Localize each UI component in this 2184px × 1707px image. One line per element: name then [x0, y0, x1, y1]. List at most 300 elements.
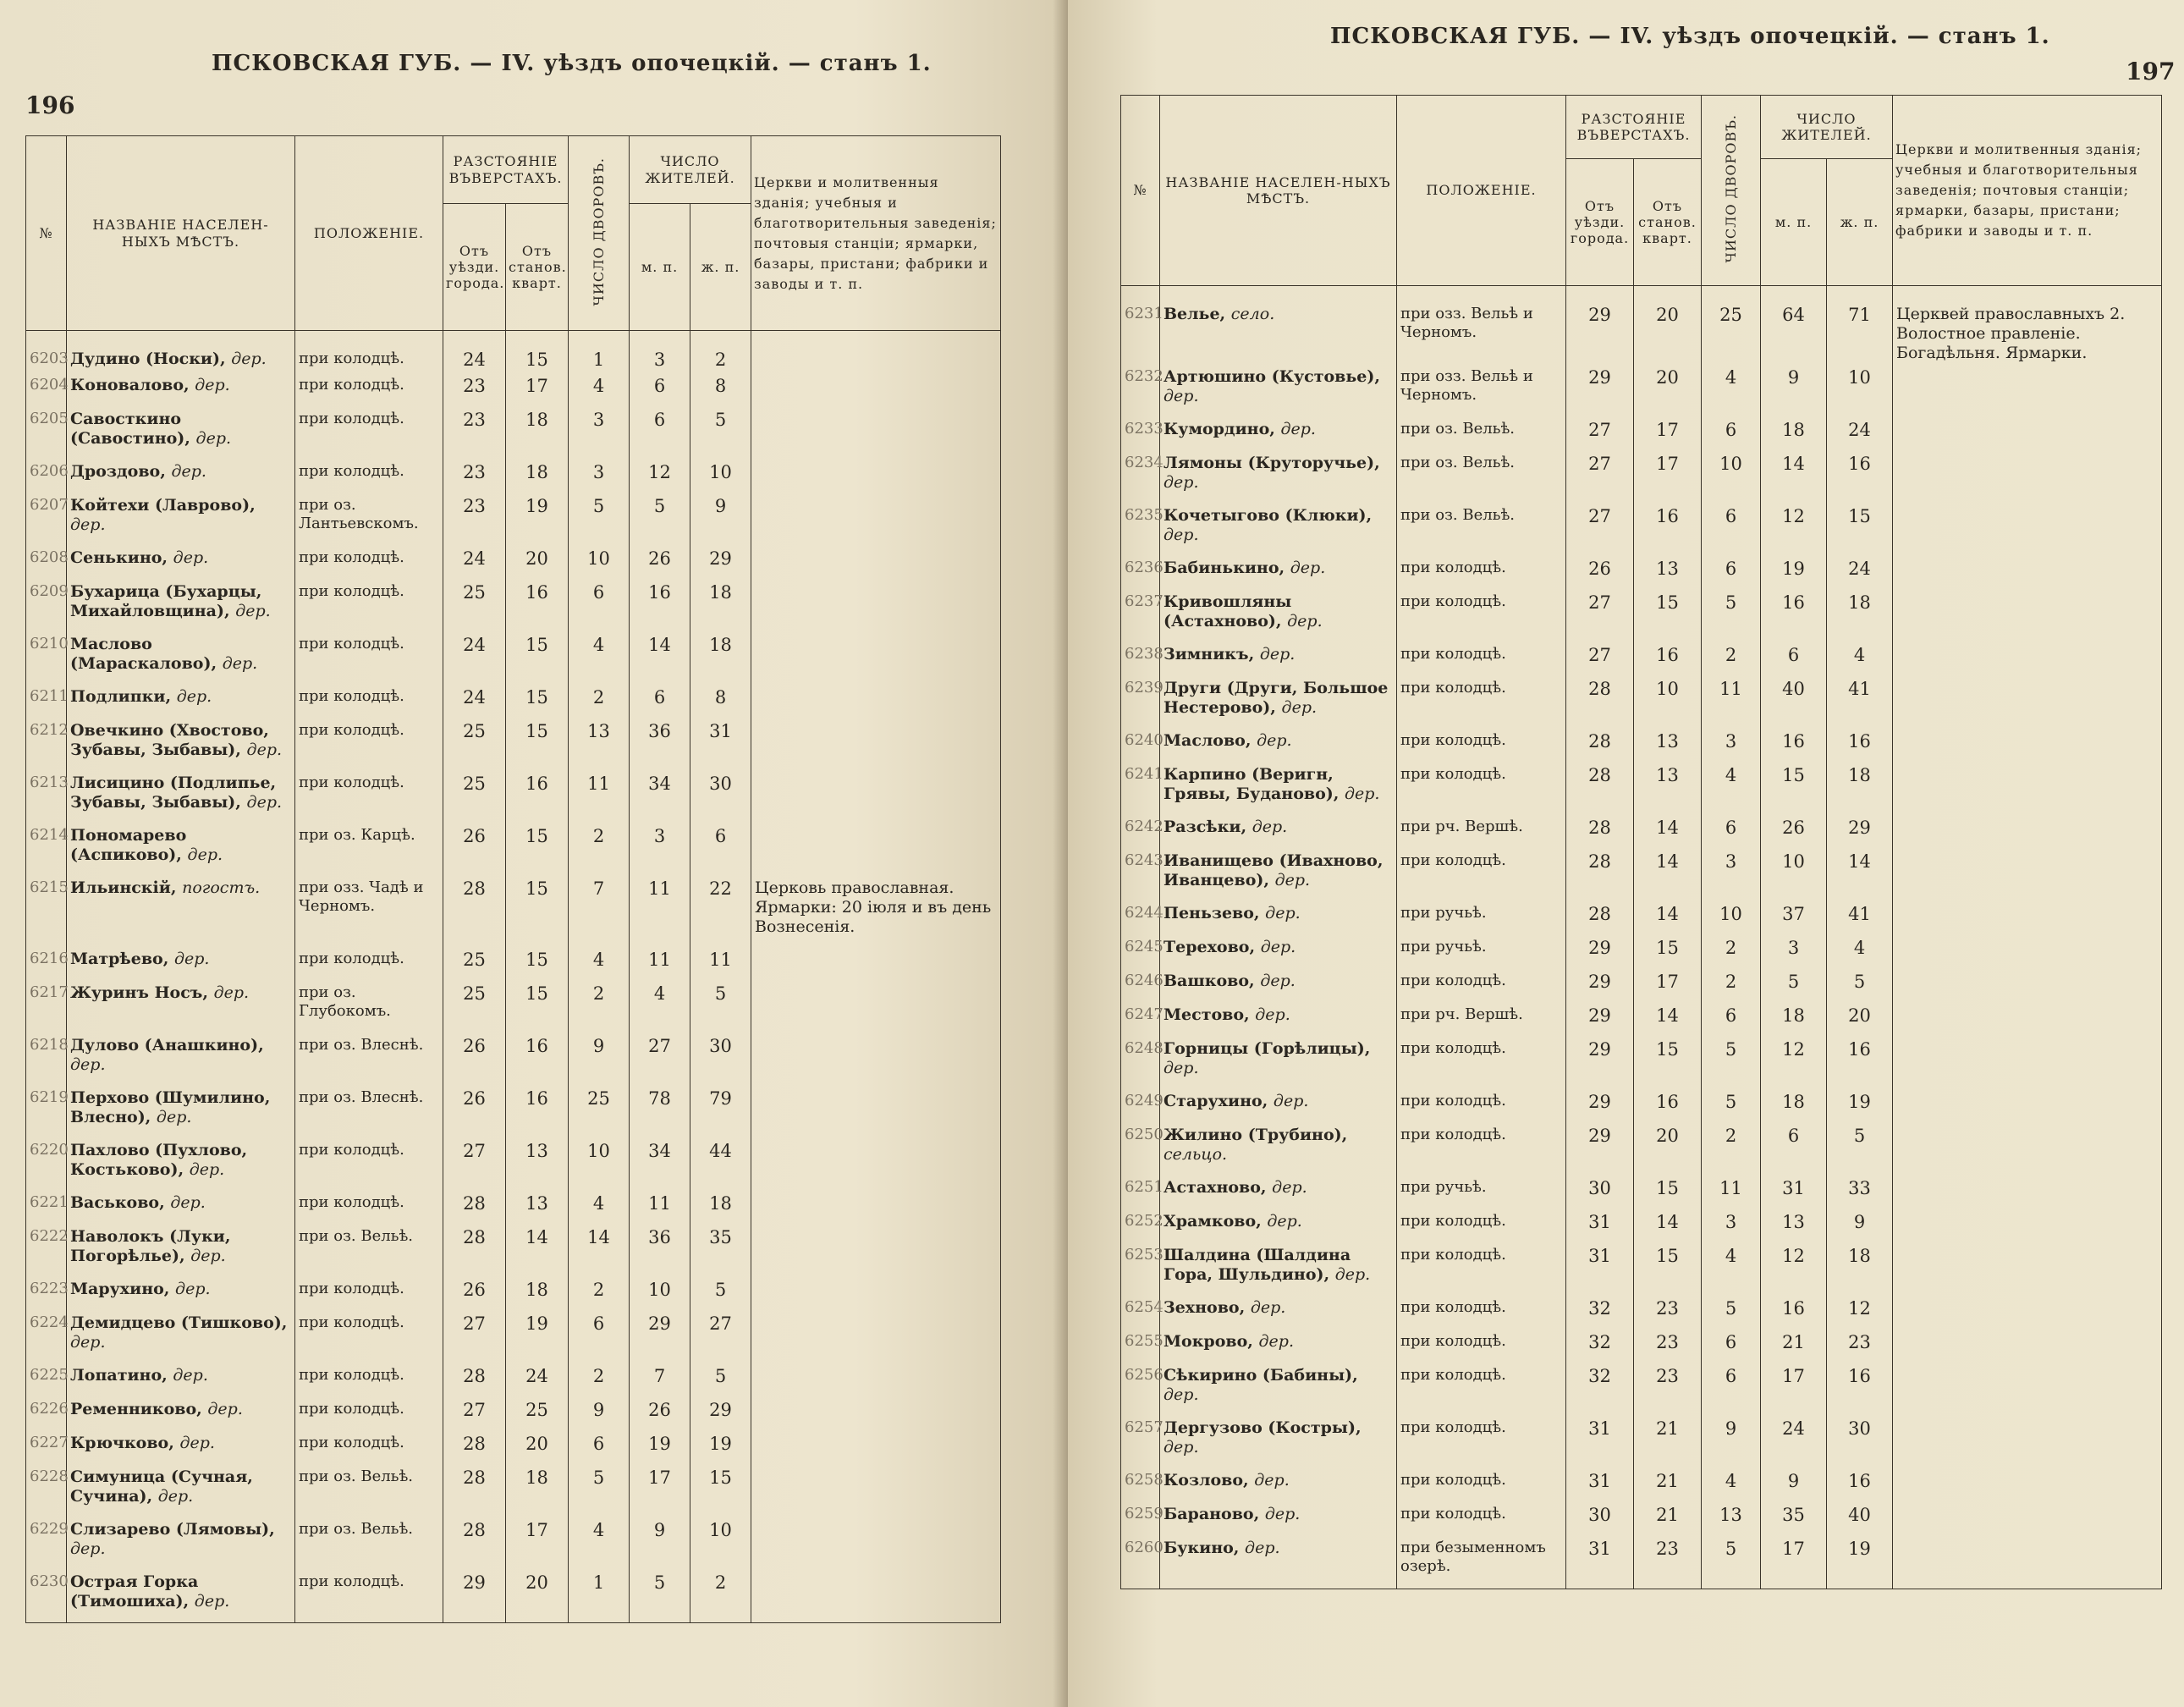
settlement-type: дер. — [1254, 1471, 1290, 1490]
residents-female: 35 — [690, 1225, 751, 1277]
position: при колодцѣ. — [1397, 1468, 1566, 1502]
row-number: 6229 — [26, 1517, 67, 1570]
households: 4 — [1702, 365, 1761, 417]
place-name — [1160, 1363, 1397, 1416]
settlement-type: дер. — [1258, 1332, 1294, 1352]
page-left — [0, 0, 1068, 1707]
notes — [1893, 1089, 2162, 1123]
distance-city: 27 — [1566, 504, 1634, 556]
residents-female: 19 — [1827, 1536, 1893, 1589]
residents-female: 29 — [690, 1397, 751, 1431]
settlement-type: дер. — [1164, 1059, 1199, 1078]
place-name-text: Острая Горка (Тимошиха), — [70, 1572, 199, 1611]
residents-male: 12 — [1761, 1037, 1827, 1089]
col-header-dist-stan: Отъ станов. кварт. — [506, 204, 569, 331]
distance-city: 25 — [443, 981, 506, 1033]
page-number-left: 196 — [25, 91, 75, 119]
table-row — [1121, 729, 2162, 763]
households: 3 — [1702, 1209, 1761, 1243]
residents-female: 18 — [1827, 590, 1893, 642]
settlement-type: дер. — [207, 1400, 243, 1419]
place-name-text: Наволокъ (Луки, Погорѣлье), — [70, 1227, 231, 1265]
notes — [751, 1397, 1001, 1431]
residents-female: 4 — [1827, 642, 1893, 676]
notes — [1893, 556, 2162, 590]
row-number: 6255 — [1121, 1330, 1160, 1363]
distance-stan: 23 — [1634, 1330, 1702, 1363]
settlement-type: дер. — [195, 428, 232, 448]
distance-city: 29 — [1566, 1089, 1634, 1123]
notes — [751, 1086, 1001, 1138]
households: 14 — [569, 1225, 630, 1277]
settlement-type: дер. — [170, 1193, 206, 1213]
place-name-text: Крючково, — [70, 1434, 174, 1453]
table-row — [26, 580, 1001, 632]
place-name-text: Горницы (Горѣлицы), — [1164, 1039, 1371, 1059]
households: 4 — [569, 1191, 630, 1225]
position: при озз. Вельѣ и Черномъ. — [1397, 365, 1566, 417]
households: 11 — [1702, 1176, 1761, 1209]
notes — [1893, 1416, 2162, 1468]
table-row — [26, 771, 1001, 823]
residents-male: 12 — [630, 460, 690, 493]
col-header-female: ж. п. — [690, 204, 751, 331]
place-name — [1160, 729, 1397, 763]
settlement-type: дер. — [231, 350, 267, 368]
settlement-type: дер. — [1255, 1005, 1290, 1025]
settlement-type: дер. — [156, 1107, 192, 1126]
place-name-text: Маслово (Мараскалово), — [70, 635, 217, 673]
residents-female: 18 — [690, 1191, 751, 1225]
place-name-text: Пономарево (Аспиково), — [70, 826, 187, 864]
place-name-text: Демидцево (Тишково), — [70, 1313, 288, 1333]
row-number: 6249 — [1121, 1089, 1160, 1123]
notes — [1893, 969, 2162, 1003]
distance-city: 28 — [443, 1363, 506, 1397]
households: 6 — [1702, 504, 1761, 556]
residents-female: 12 — [1827, 1296, 1893, 1330]
notes — [1893, 1209, 2162, 1243]
distance-stan: 20 — [1634, 286, 1702, 366]
distance-city: 27 — [443, 1311, 506, 1363]
position: при рч. Вершѣ. — [1397, 1003, 1566, 1037]
table-row — [26, 1138, 1001, 1191]
residents-male: 5 — [630, 493, 690, 546]
place-name — [67, 981, 295, 1033]
place-name-text: Дергузово (Костры), — [1164, 1418, 1362, 1438]
residents-male: 4 — [630, 981, 690, 1033]
settlement-type: погостъ. — [182, 878, 261, 898]
table-row — [1121, 1416, 2162, 1468]
notes — [1893, 1468, 2162, 1502]
distance-city: 28 — [1566, 901, 1634, 935]
position: при колодцѣ. — [1397, 729, 1566, 763]
position: при ручьѣ. — [1397, 1176, 1566, 1209]
row-number: 6203 — [26, 331, 67, 374]
row-number: 6217 — [26, 981, 67, 1033]
residents-female: 16 — [1827, 1363, 1893, 1416]
notes — [751, 1465, 1001, 1517]
col-header-dist-city: Отъ уѣзди. города. — [1566, 159, 1634, 286]
residents-male: 26 — [1761, 815, 1827, 849]
table-left — [25, 135, 1001, 1623]
place-name — [1160, 1123, 1397, 1176]
place-name — [1160, 1209, 1397, 1243]
settlement-type: дер. — [187, 845, 223, 864]
row-number: 6211 — [26, 685, 67, 719]
position: при колодцѣ. — [295, 947, 443, 981]
table-row — [26, 373, 1001, 407]
col-header-distance: РАЗСТОЯНІЕ ВЪВЕРСТАХЪ. — [443, 136, 569, 204]
table-row — [1121, 1089, 2162, 1123]
notes — [1893, 1003, 2162, 1037]
place-name-text: Симуница (Сучная, Сучина), — [70, 1467, 253, 1506]
settlement-type: дер. — [157, 1486, 194, 1506]
households-label: ЧИСЛО ДВОРОВЪ. — [590, 157, 607, 306]
table-row — [26, 823, 1001, 876]
residents-female: 23 — [1827, 1330, 1893, 1363]
residents-male: 5 — [1761, 969, 1827, 1003]
distance-city: 30 — [1566, 1502, 1634, 1536]
notes — [751, 719, 1001, 771]
row-number: 6243 — [1121, 849, 1160, 901]
place-name-text: Овечкино (Хвостово, Зубавы, Зыбавы), — [70, 721, 269, 759]
table-row — [1121, 763, 2162, 815]
distance-stan: 18 — [506, 1277, 569, 1311]
residents-female: 30 — [690, 771, 751, 823]
distance-city: 23 — [443, 460, 506, 493]
distance-stan: 16 — [1634, 642, 1702, 676]
settlement-type: дер. — [190, 1246, 226, 1265]
position: при ручьѣ. — [1397, 901, 1566, 935]
place-name-text: Карпино (Веригн, Грявы, Буданово), — [1164, 765, 1340, 804]
distance-stan: 15 — [1634, 1176, 1702, 1209]
table-right — [1120, 95, 2162, 1589]
row-number: 6233 — [1121, 417, 1160, 451]
residents-female: 27 — [690, 1311, 751, 1363]
settlement-type: дер. — [70, 1539, 106, 1558]
households: 3 — [1702, 729, 1761, 763]
position: при оз. Влеснѣ. — [295, 1033, 443, 1086]
table-row — [26, 1517, 1001, 1570]
row-number: 6253 — [1121, 1243, 1160, 1296]
notes — [1893, 1330, 2162, 1363]
notes — [751, 1517, 1001, 1570]
place-name — [1160, 815, 1397, 849]
households: 6 — [569, 1431, 630, 1465]
distance-stan: 16 — [506, 1086, 569, 1138]
distance-stan: 18 — [506, 1465, 569, 1517]
place-name-text: Шалдина (Шалдина Гора, Шульдино), — [1164, 1246, 1351, 1285]
row-number: 6241 — [1121, 763, 1160, 815]
place-name — [1160, 504, 1397, 556]
households: 1 — [569, 331, 630, 374]
distance-stan: 16 — [506, 580, 569, 632]
distance-stan: 13 — [1634, 729, 1702, 763]
notes — [1893, 1123, 2162, 1176]
residents-female: 30 — [690, 1033, 751, 1086]
position: при колодцѣ. — [1397, 1502, 1566, 1536]
distance-stan: 15 — [506, 981, 569, 1033]
notes: Церквей православныхъ 2. Волостное правленіе. Богадѣльня. Ярмарки. — [1893, 286, 2162, 366]
notes — [751, 947, 1001, 981]
distance-city: 30 — [1566, 1176, 1634, 1209]
households: 3 — [1702, 849, 1761, 901]
distance-stan: 17 — [506, 373, 569, 407]
residents-male: 11 — [630, 947, 690, 981]
notes — [1893, 763, 2162, 815]
residents-male: 18 — [1761, 417, 1827, 451]
residents-male: 18 — [1761, 1089, 1827, 1123]
distance-city: 31 — [1566, 1468, 1634, 1502]
residents-male: 19 — [1761, 556, 1827, 590]
position: при колодцѣ. — [295, 331, 443, 374]
place-name-text: Бабинькино, — [1164, 559, 1285, 578]
place-name — [1160, 417, 1397, 451]
position: при озз. Вельѣ и Черномъ. — [1397, 286, 1566, 366]
place-name-text: Савосткино (Савостино), — [70, 410, 190, 448]
place-name-text: Слизарево (Лямовы), — [70, 1520, 275, 1539]
residents-male: 11 — [630, 876, 690, 947]
position: при колодцѣ. — [295, 373, 443, 407]
notes — [751, 1311, 1001, 1363]
residents-female: 10 — [690, 1517, 751, 1570]
distance-stan: 19 — [506, 1311, 569, 1363]
table-row — [26, 546, 1001, 580]
households: 6 — [1702, 815, 1761, 849]
residents-female: 5 — [690, 1277, 751, 1311]
residents-male: 6 — [1761, 1123, 1827, 1176]
households: 5 — [1702, 1089, 1761, 1123]
row-number: 6247 — [1121, 1003, 1160, 1037]
households: 3 — [569, 407, 630, 460]
distance-stan: 14 — [1634, 1209, 1702, 1243]
row-number: 6225 — [26, 1363, 67, 1397]
place-name — [1160, 590, 1397, 642]
place-name — [1160, 1243, 1397, 1296]
notes — [751, 981, 1001, 1033]
place-name-text: Букино, — [1164, 1539, 1240, 1558]
distance-city: 24 — [443, 331, 506, 374]
distance-city: 28 — [443, 1225, 506, 1277]
settlement-type: дер. — [1281, 698, 1318, 718]
distance-stan: 21 — [1634, 1416, 1702, 1468]
settlement-type: дер. — [1260, 938, 1296, 957]
row-number: 6231 — [1121, 286, 1160, 366]
settlement-type: дер. — [1344, 785, 1380, 804]
col-header-notes: Церкви и молитвенныя зданія; учебныя и благотворительныя заведенія; почтовыя станціи; ярмарки, базары, пристани; фабрики и заводы и т. п. — [751, 136, 1001, 331]
settlement-type: дер. — [1164, 473, 1199, 493]
place-name-text: Старухино, — [1164, 1092, 1268, 1111]
position: при оз. Вельѣ. — [1397, 504, 1566, 556]
residents-female: 18 — [1827, 763, 1893, 815]
distance-stan: 14 — [1634, 849, 1702, 901]
settlement-type: дер. — [70, 1332, 106, 1352]
place-name-text: Други (Други, Большое Нестерово), — [1164, 679, 1389, 718]
row-number: 6257 — [1121, 1416, 1160, 1468]
distance-city: 29 — [1566, 365, 1634, 417]
residents-male: 9 — [1761, 365, 1827, 417]
households: 11 — [1702, 676, 1761, 729]
place-name — [1160, 1296, 1397, 1330]
page-number-right: 197 — [2126, 58, 2176, 85]
residents-female: 15 — [1827, 504, 1893, 556]
col-header-name: НАЗВАНІЕ НАСЕЛЕН-НЫХЪ МѢСТЪ. — [67, 136, 295, 331]
place-name — [1160, 1176, 1397, 1209]
households: 2 — [1702, 642, 1761, 676]
distance-stan: 18 — [506, 407, 569, 460]
place-name — [67, 1191, 295, 1225]
place-name-text: Дулово (Анашкино), — [70, 1036, 264, 1055]
row-number: 6223 — [26, 1277, 67, 1311]
position: при озз. Чадѣ и Черномъ. — [295, 876, 443, 947]
table-row — [1121, 590, 2162, 642]
place-name — [1160, 901, 1397, 935]
position: при оз. Вельѣ. — [295, 1225, 443, 1277]
col-header-female: ж. п. — [1827, 159, 1893, 286]
distance-city: 23 — [443, 373, 506, 407]
distance-city: 28 — [443, 876, 506, 947]
place-name — [67, 407, 295, 460]
table-row — [26, 493, 1001, 546]
settlement-type: дер. — [222, 653, 258, 673]
residents-male: 3 — [630, 823, 690, 876]
settlement-type: дер. — [1273, 1092, 1309, 1111]
place-name — [67, 632, 295, 685]
place-name — [67, 460, 295, 493]
households: 5 — [1702, 1536, 1761, 1589]
residents-female: 19 — [690, 1431, 751, 1465]
position: при колодцѣ. — [295, 546, 443, 580]
position: при колодцѣ. — [295, 407, 443, 460]
position: при колодцѣ. — [1397, 1363, 1566, 1416]
place-name-text: Маслово, — [1164, 731, 1252, 751]
distance-stan: 15 — [1634, 1037, 1702, 1089]
position: при колодцѣ. — [1397, 642, 1566, 676]
distance-stan: 16 — [506, 1033, 569, 1086]
distance-city: 25 — [443, 719, 506, 771]
distance-stan: 14 — [1634, 1003, 1702, 1037]
row-number: 6224 — [26, 1311, 67, 1363]
households: 1 — [569, 1570, 630, 1622]
residents-male: 14 — [1761, 451, 1827, 504]
place-name — [67, 876, 295, 947]
residents-male: 17 — [1761, 1536, 1827, 1589]
residents-female: 10 — [690, 460, 751, 493]
position: при колодцѣ. — [1397, 676, 1566, 729]
place-name — [67, 771, 295, 823]
settlement-type: дер. — [194, 1591, 230, 1611]
row-number: 6254 — [1121, 1296, 1160, 1330]
distance-stan: 13 — [1634, 763, 1702, 815]
distance-city: 28 — [1566, 815, 1634, 849]
place-name-text: Терехово, — [1164, 938, 1256, 957]
distance-stan: 16 — [1634, 504, 1702, 556]
col-header-residents: ЧИСЛО ЖИТЕЛЕЙ. — [630, 136, 751, 204]
settlement-type: дер. — [179, 1434, 215, 1453]
distance-stan: 18 — [506, 460, 569, 493]
settlement-type: дер. — [246, 792, 283, 812]
households: 5 — [569, 493, 630, 546]
place-name — [67, 1225, 295, 1277]
residents-male: 9 — [1761, 1468, 1827, 1502]
place-name — [67, 1138, 295, 1191]
running-header-right: ПСКОВСКАЯ ГУБ. — IV. уѣздъ опочецкій. — станъ 1. — [1330, 24, 2050, 49]
residents-male: 6 — [630, 685, 690, 719]
residents-female: 29 — [690, 546, 751, 580]
distance-stan: 13 — [506, 1138, 569, 1191]
residents-male: 16 — [1761, 590, 1827, 642]
residents-male: 36 — [630, 1225, 690, 1277]
place-name-text: Артюшино (Кустовье), — [1164, 367, 1380, 387]
row-number: 6234 — [1121, 451, 1160, 504]
row-number: 6216 — [26, 947, 67, 981]
residents-male: 3 — [1761, 935, 1827, 969]
row-number: 6222 — [26, 1225, 67, 1277]
col-header-male: м. п. — [630, 204, 690, 331]
households: 6 — [1702, 556, 1761, 590]
position: при колодцѣ. — [295, 1191, 443, 1225]
table-row — [26, 407, 1001, 460]
distance-stan: 15 — [506, 719, 569, 771]
distance-stan: 15 — [506, 685, 569, 719]
row-number: 6258 — [1121, 1468, 1160, 1502]
households: 9 — [569, 1397, 630, 1431]
distance-city: 26 — [1566, 556, 1634, 590]
households: 6 — [569, 580, 630, 632]
distance-city: 28 — [443, 1431, 506, 1465]
row-number: 6226 — [26, 1397, 67, 1431]
row-number: 6230 — [26, 1570, 67, 1622]
place-name — [67, 1397, 295, 1431]
place-name-text: Сенькино, — [70, 548, 168, 568]
notes — [751, 771, 1001, 823]
notes — [1893, 676, 2162, 729]
position: при оз. Вельѣ. — [1397, 451, 1566, 504]
residents-male: 16 — [630, 580, 690, 632]
residents-male: 17 — [1761, 1363, 1827, 1416]
row-number: 6218 — [26, 1033, 67, 1086]
row-number: 6206 — [26, 460, 67, 493]
residents-female: 14 — [1827, 849, 1893, 901]
table-row — [1121, 451, 2162, 504]
settlement-type: дер. — [1260, 972, 1296, 991]
residents-female: 5 — [690, 981, 751, 1033]
distance-city: 26 — [443, 1033, 506, 1086]
notes — [1893, 1037, 2162, 1089]
distance-stan: 20 — [506, 1570, 569, 1622]
table-row — [1121, 1209, 2162, 1243]
settlement-type: дер. — [1334, 1265, 1371, 1285]
row-number: 6208 — [26, 546, 67, 580]
settlement-type: дер. — [173, 1366, 208, 1385]
residents-female: 16 — [1827, 451, 1893, 504]
table-row — [1121, 935, 2162, 969]
place-name-text: Бухарица (Бухарцы, Михайловщина), — [70, 582, 262, 620]
col-header-no: № — [26, 136, 67, 331]
households: 11 — [569, 771, 630, 823]
place-name-text: Храмково, — [1164, 1212, 1262, 1231]
row-number: 6236 — [1121, 556, 1160, 590]
table-row — [26, 632, 1001, 685]
row-number: 6235 — [1121, 504, 1160, 556]
row-number: 6248 — [1121, 1037, 1160, 1089]
position: при оз. Влеснѣ. — [295, 1086, 443, 1138]
distance-city: 32 — [1566, 1296, 1634, 1330]
table-row — [1121, 1330, 2162, 1363]
notes — [1893, 1536, 2162, 1589]
position: при ручьѣ. — [1397, 935, 1566, 969]
